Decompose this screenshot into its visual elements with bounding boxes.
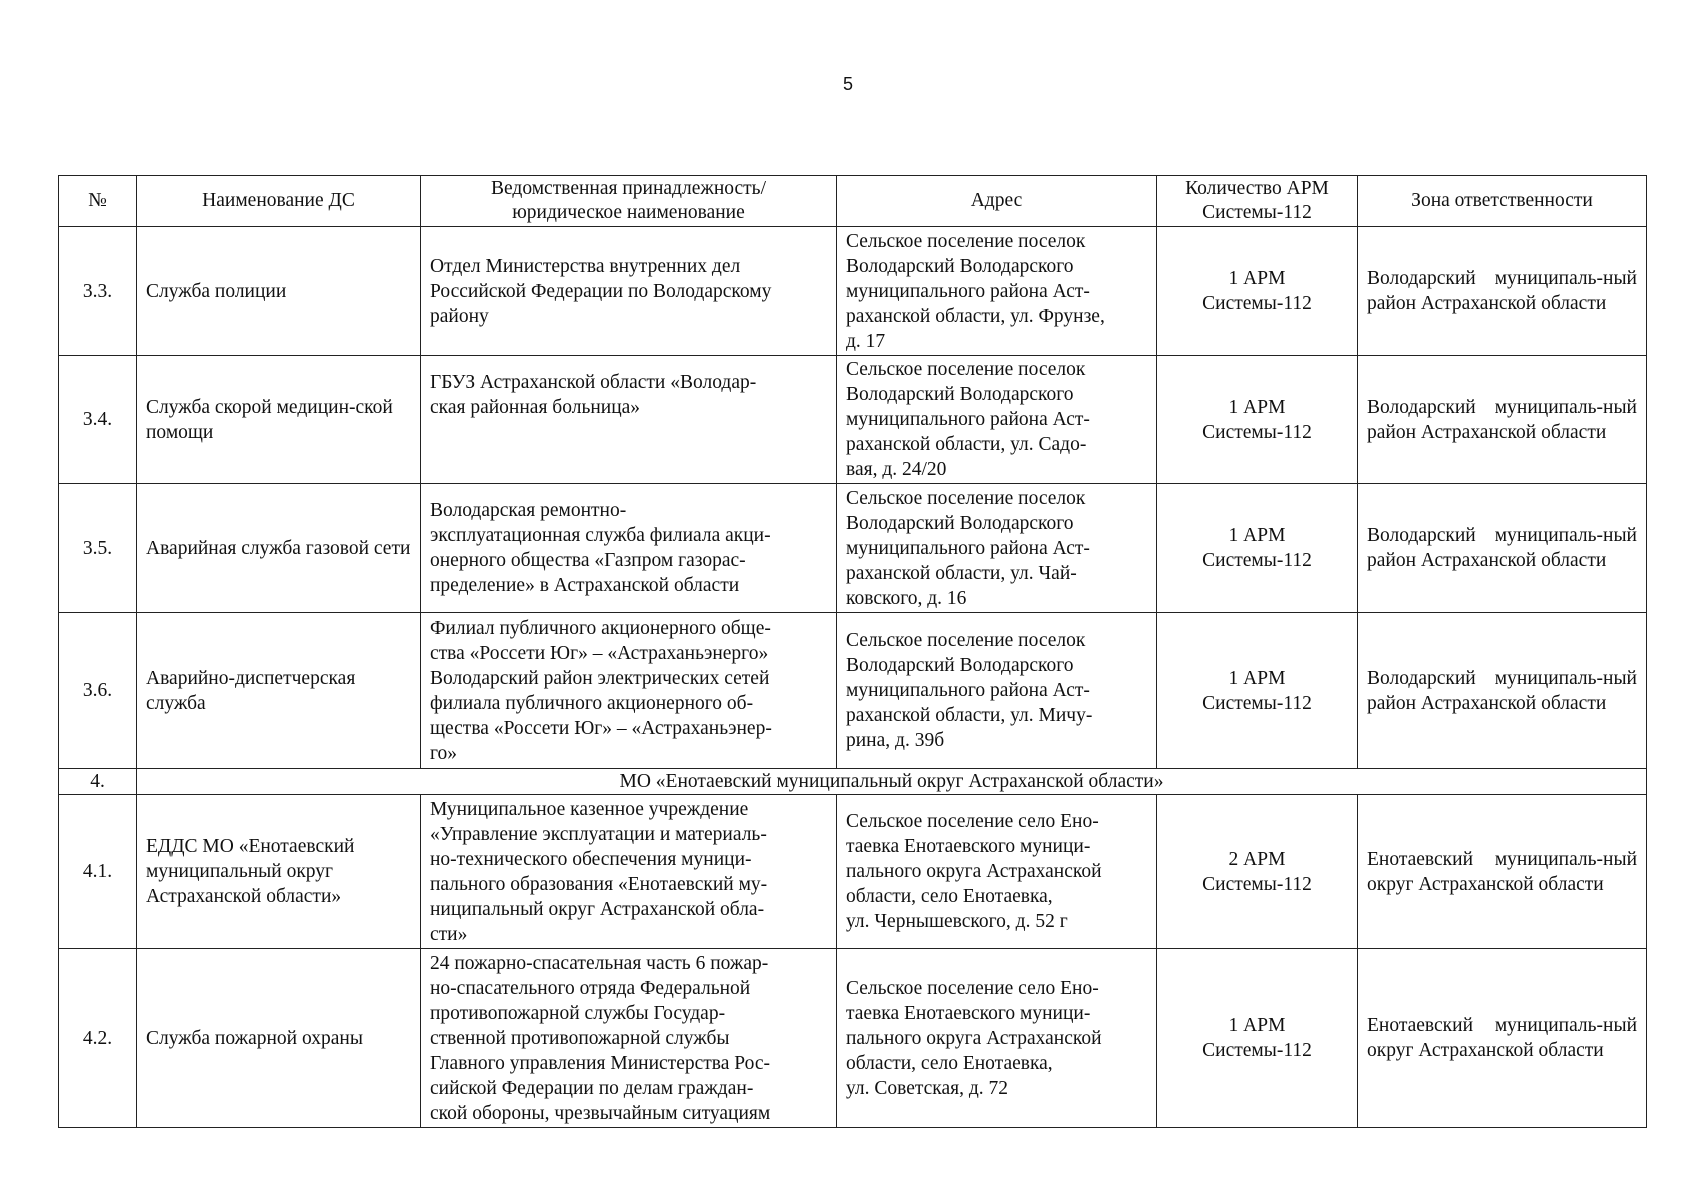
address: Сельское поселение поселок Володарский Володарского муниципального района Аст- раханской области, ул. Фрунзе, д. 17 [837, 227, 1157, 356]
arm-count: 1 АРМ Системы-112 [1157, 949, 1358, 1128]
responsibility-zone: Енотаевский муниципаль-ный округ Астраханской области [1358, 795, 1647, 949]
table-row [59, 613, 1647, 769]
arm-count: 1 АРМ Системы-112 [1157, 613, 1358, 769]
department: Филиал публичного акционерного обще- ства «Россети Юг» – «Астраханьэнерго» Володарский район электрических сетей филиала публичного акционерного об- щества «Россети Юг» – «Астраханьэнер- го» [421, 613, 837, 769]
service-name: Служба скорой медицин-ской помощи [137, 356, 421, 484]
table-row [59, 227, 1647, 356]
arm-count: 2 АРМ Системы-112 [1157, 795, 1358, 949]
table-row [59, 795, 1647, 949]
services-table [58, 175, 1647, 1128]
department: Володарская ремонтно- эксплуатационная служба филиала акци- онерного общества «Газпром газорас- пределение» в Астраханской области [421, 484, 837, 613]
arm-count: 1 АРМ Системы-112 [1157, 484, 1358, 613]
address: Сельское поселение поселок Володарский Володарского муниципального района Аст- раханской области, ул. Садо- вая, д. 24/20 [837, 356, 1157, 484]
header-responsibility-zone: Зона ответственности [1358, 176, 1647, 227]
table-row [59, 356, 1647, 484]
address: Сельское поселение поселок Володарский Володарского муниципального района Аст- раханской области, ул. Мичу- рина, д. 39б [837, 613, 1157, 769]
address: Сельское поселение село Ено- таевка Енотаевского муници- пального округа Астраханской области, село Енотаевка, ул. Чернышевского, д. 52 г [837, 795, 1157, 949]
arm-count: 1 АРМ Системы-112 [1157, 356, 1358, 484]
responsibility-zone: Володарский муниципаль-ный район Астраханской области [1358, 484, 1647, 613]
section-row [59, 769, 1647, 795]
table-header-row [59, 176, 1647, 227]
row-number: 3.4. [59, 356, 137, 484]
section-number: 4. [59, 769, 137, 795]
responsibility-zone: Володарский муниципаль-ный район Астраханской области [1358, 227, 1647, 356]
department: Муниципальное казенное учреждение «Управление эксплуатации и материаль- но-технического обеспечения муници- пального образования «Енотаевский му- ниципальный округ Астраханской обла- сти» [421, 795, 837, 949]
department: ГБУЗ Астраханской области «Володар- ская районная больница» [421, 356, 837, 484]
department: 24 пожарно-спасательная часть 6 пожар- но-спасательного отряда Федеральной противопожарной службы Государ- ственной противопожарной службы Главного управления Министерства Рос- сийской Федерации по делам граждан- ской обороны, чрезвычайным ситуациям [421, 949, 837, 1128]
header-arm-count: Количество АРМ Системы-112 [1157, 176, 1358, 227]
service-name: Аварийная служба газовой сети [137, 484, 421, 613]
header-address: Адрес [837, 176, 1157, 227]
row-number: 3.3. [59, 227, 137, 356]
row-number: 4.2. [59, 949, 137, 1128]
responsibility-zone: Володарский муниципаль-ный район Астраханской области [1358, 356, 1647, 484]
row-number: 4.1. [59, 795, 137, 949]
service-name: ЕДДС МО «Енотаевский муниципальный округ Астраханской области» [137, 795, 421, 949]
table-row [59, 949, 1647, 1128]
department: Отдел Министерства внутренних дел Российской Федерации по Володарскому району [421, 227, 837, 356]
address: Сельское поселение поселок Володарский Володарского муниципального района Аст- раханской области, ул. Чай- ковского, д. 16 [837, 484, 1157, 613]
row-number: 3.6. [59, 613, 137, 769]
service-name: Служба пожарной охраны [137, 949, 421, 1128]
responsibility-zone: Енотаевский муниципаль-ный округ Астраханской области [1358, 949, 1647, 1128]
row-number: 3.5. [59, 484, 137, 613]
header-service-name: Наименование ДС [137, 176, 421, 227]
service-name: Аварийно-диспетчерская служба [137, 613, 421, 769]
header-department: Ведомственная принадлежность/ юридическое наименование [421, 176, 837, 227]
table-row [59, 484, 1647, 613]
responsibility-zone: Володарский муниципаль-ный район Астраханской области [1358, 613, 1647, 769]
address: Сельское поселение село Ено- таевка Енотаевского муници- пального округа Астраханской области, село Енотаевка, ул. Советская, д. 72 [837, 949, 1157, 1128]
header-number: № [59, 176, 137, 227]
arm-count: 1 АРМ Системы-112 [1157, 227, 1358, 356]
page-number: 5 [842, 74, 853, 94]
section-title: МО «Енотаевский муниципальный округ Астраханской области» [137, 769, 1647, 795]
service-name: Служба полиции [137, 227, 421, 356]
